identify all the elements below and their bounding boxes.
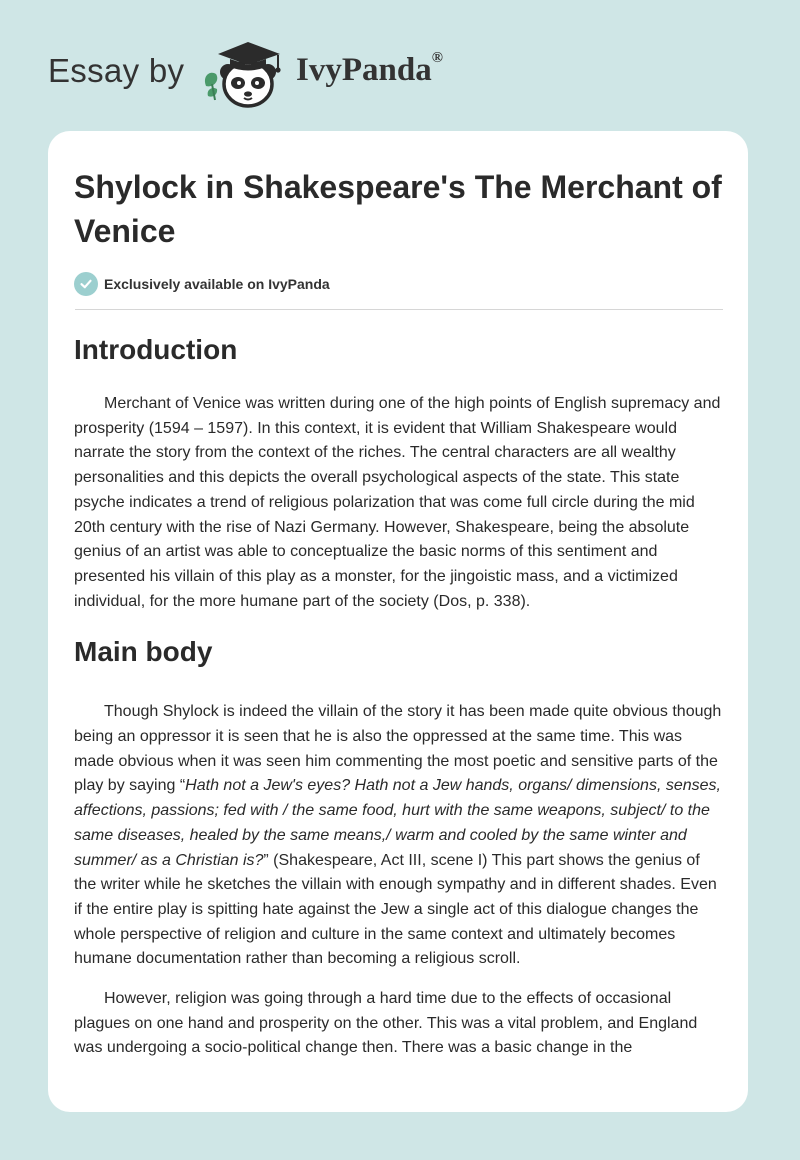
panda-graduate-logo-icon[interactable] [200,34,292,110]
exclusive-badge-label: Exclusively available on IvyPanda [104,276,330,292]
exclusive-badge [74,271,724,297]
essay-card [48,131,748,1112]
main-body-paragraph-1 [74,700,724,972]
site-header [0,0,800,130]
shylock-quote: Hath not a Jew's eyes? Hath not a Jew hands, organs/ dimensions, senses, affections, passions; fed with / the same food, hurt with the same weapons, subject/ to the same diseases, healed by the same means,/ warm and cooled by the same winter and summer/ as a Christian is? [74,777,721,869]
main-body-text-before-quote: Though Shylock is indeed the villain of the story it has been made quite obvious though being an oppressor it is seen that he is also the oppressed at the same time. This was made obvious when it was seen him commenting the most poetic and sensitive parts of the play by saying “ [74,703,722,795]
title-divider [75,309,723,310]
main-body-paragraph-2: However, religion was going through a hard time due to the effects of occasional plagues on one hand and prosperity on the other. This was a vital problem, and England was undergoing a socio-political change then. There was a basic change in the [74,990,698,1057]
introduction-paragraph: Merchant of Venice was written during one of the high points of English supremacy and prosperity (1594 – 1597). In this context, it is evident that William Shakespeare would narrate the story from the context of the riches. The central characters are all wealthy personalities and this depicts the overall psychological aspects of the state. This state psyche indicates a trend of religious polarization that was come full circle during the mid 20th century with the rise of Nazi Germany. However, Shakespeare, being the absolute genius of an artist was able to conceptualize the basic norms of this sentiment and presented his villain of this play as a monster, for the jingoistic mass, and a victimized individual, for the more humane part of the society (Dos, p. 338). [74,395,721,610]
brand-name-text: IvyPanda [296,52,432,88]
essay-content [74,131,724,1061]
registered-mark: ® [431,50,443,66]
brand-prefix: Essay by [48,52,185,89]
page-title: Shylock in Shakespeare's The Merchant of Venice [74,169,722,249]
section-heading-introduction: Introduction [74,334,238,365]
section-heading-main-body: Main body [74,636,213,668]
brand-name[interactable] [296,52,443,89]
main-body-text-after-quote: ” (Shakespeare, Act III, scene I) This part shows the genius of the writer while he sketches the villain with enough sympathy and in different shades. Even if the entire play is spitting hate against the Jew a single act of this dialogue changes the whole perspective of religion and culture in the same context and ultimately becomes humane documentation rather than becoming a religious scroll. [74,851,717,968]
checkmark-icon [74,272,98,296]
